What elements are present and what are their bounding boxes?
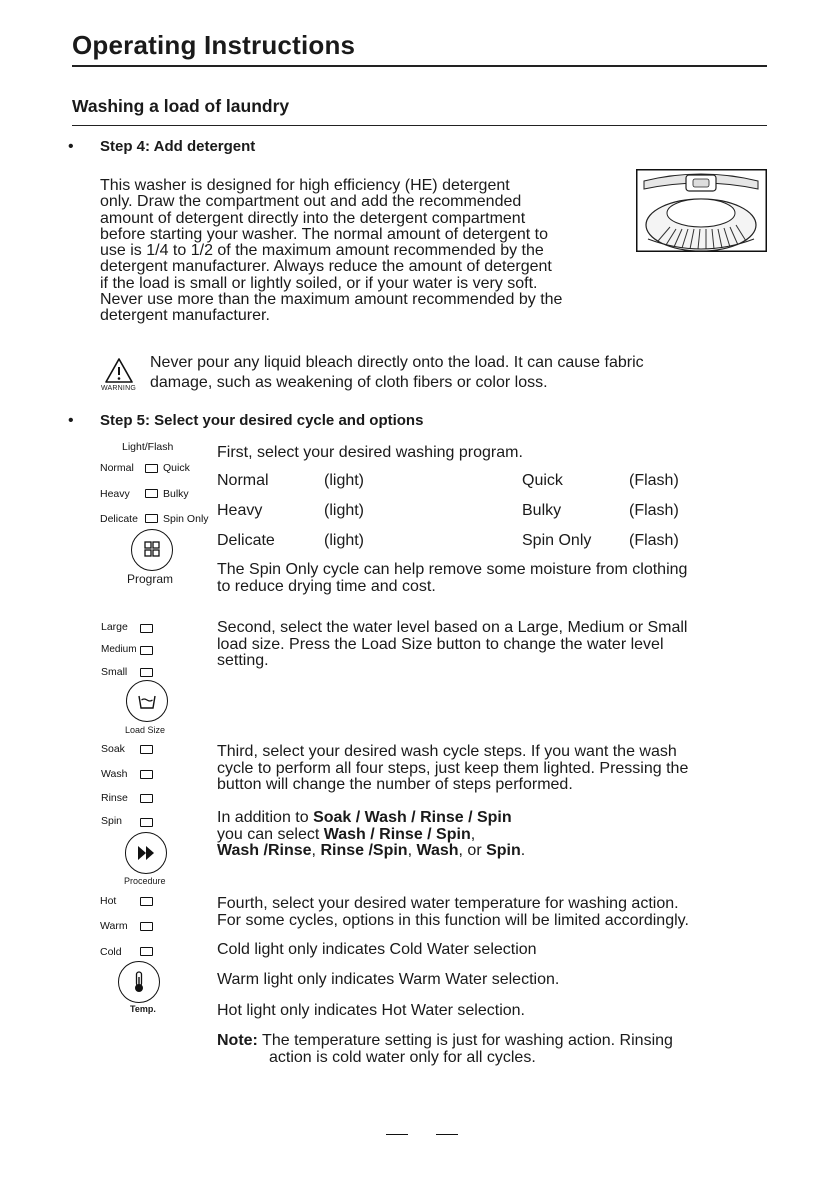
program-row-alt: Spin Only: [522, 532, 592, 549]
wash-led: [140, 770, 153, 779]
fast-forward-icon: [126, 833, 166, 873]
temperature-note: [217, 1033, 673, 1066]
procedure-line: Third, select your desired wash cycle steps. If you want the wash: [217, 743, 677, 760]
procedure-line: button will change the number of steps performed.: [217, 776, 573, 793]
rinse-led: [140, 794, 153, 803]
soak-led: [140, 745, 153, 754]
note-label: Note:: [217, 1032, 258, 1049]
option-wash: Wash: [416, 842, 459, 859]
step4-line: only. Draw the compartment out and add the recommended: [100, 193, 522, 211]
program-row-type: (light): [324, 502, 365, 519]
procedure-button[interactable]: [125, 832, 167, 874]
option-separator: ,: [407, 842, 417, 859]
water-basin-icon: [127, 681, 167, 721]
temp-button-caption: Temp.: [130, 1004, 156, 1014]
detergent-compartment-illustration: [636, 169, 767, 252]
thermometer-icon: [119, 962, 159, 1002]
cold-led: [140, 947, 153, 956]
procedure-options: [217, 810, 525, 860]
step4-paragraph: [100, 178, 562, 325]
page-number-mark: [386, 1134, 408, 1135]
wash-led-label: Wash: [101, 768, 128, 780]
load-size-line: Second, select the water level based on a Large, Medium or Small: [217, 619, 688, 636]
page-number-mark: [436, 1134, 458, 1135]
spin-only-note: [217, 562, 687, 595]
step5-title: Step 5: Select your desired cycle and options: [100, 412, 424, 429]
temperature-text: [217, 896, 689, 929]
medium-led: [140, 646, 153, 655]
select-bold: Wash / Rinse / Spin: [323, 825, 471, 843]
spin-only-led-label: Spin Only: [163, 513, 209, 525]
normal-quick-led: [145, 464, 158, 473]
warm-led-label: Warm: [100, 920, 128, 932]
program-row-alt-type: (Flash): [629, 532, 679, 549]
procedure-options-line-3: [217, 843, 525, 860]
warning-text: [150, 353, 644, 392]
step4-line: if the load is small or lightly soiled, or if your water is very soft.: [100, 274, 538, 292]
option-rinse-spin: Rinse /Spin: [320, 842, 408, 859]
procedure-line: cycle to perform all four steps, just keep them lighted. Pressing the: [217, 759, 689, 777]
delicate-spin-led: [145, 514, 158, 523]
small-led: [140, 668, 153, 677]
small-led-label: Small: [101, 666, 128, 678]
option-wash-rinse: Wash /Rinse: [217, 842, 312, 859]
step4-line: detergent manufacturer.: [100, 307, 270, 325]
program-row-alt: Bulky: [522, 502, 562, 519]
program-grid-icon: [132, 530, 172, 570]
spin-led-label: Spin: [101, 815, 123, 827]
step4-line: detergent manufacturer. Always reduce the amount of detergent: [100, 258, 552, 276]
option-spin: Spin: [486, 842, 521, 859]
page-title: Operating Instructions: [72, 30, 356, 60]
program-row-name: Delicate: [217, 532, 275, 549]
medium-led-label: Medium: [101, 644, 137, 655]
bullet-step4: •: [68, 138, 74, 155]
bullet-step5: •: [68, 412, 74, 429]
hot-indicator-text: Hot light only indicates Hot Water selection.: [217, 1002, 525, 1019]
option-end: .: [520, 842, 526, 859]
title-rule: [72, 65, 767, 67]
hot-led: [140, 897, 153, 906]
warning-label: WARNING: [101, 385, 136, 392]
load-size-line: load size. Press the Load Size button to change the water level: [217, 635, 664, 653]
step4-line: This washer is designed for high efficiency (HE) detergent: [100, 177, 510, 194]
step4-title: Step 4: Add detergent: [100, 138, 256, 155]
load-size-text: [217, 620, 687, 670]
step4-line: before starting your washer. The normal amount of detergent to: [100, 225, 548, 243]
program-row-alt-type: (Flash): [629, 502, 679, 519]
addition-prefix: In addition to: [217, 809, 314, 826]
warning-icon: [104, 357, 134, 385]
spin-only-note-line: to reduce drying time and cost.: [217, 577, 436, 595]
delicate-led-label: Delicate: [100, 513, 138, 525]
warm-led: [140, 922, 153, 931]
warning-line: damage, such as weakening of cloth fibers or color loss.: [150, 373, 548, 391]
hot-led-label: Hot: [100, 895, 117, 907]
step4-line: use is 1/4 to 1/2 of the maximum amount recommended by the: [100, 242, 544, 260]
temperature-note-line-1: [217, 1033, 673, 1050]
large-led-label: Large: [101, 621, 128, 633]
light-flash-header: Light/Flash: [122, 441, 174, 453]
procedure-text: [217, 744, 688, 794]
large-led: [140, 624, 153, 633]
section-title: Washing a load of laundry: [72, 96, 290, 116]
program-row-type: (light): [324, 532, 365, 549]
addition-bold: Soak / Wash / Rinse / Spin: [313, 809, 512, 826]
load-size-line: setting.: [217, 652, 269, 669]
temperature-line: Fourth, select your desired water temperature for washing action.: [217, 895, 679, 912]
heavy-led-label: Heavy: [100, 488, 130, 500]
quick-led-label: Quick: [163, 462, 190, 474]
procedure-options-line-1: [217, 810, 525, 827]
soak-led-label: Soak: [101, 743, 125, 755]
spin-only-note-line: The Spin Only cycle can help remove some moisture from clothing: [217, 561, 688, 578]
program-row-name: Normal: [217, 472, 269, 489]
program-row-alt: Quick: [522, 472, 563, 489]
program-row-alt-type: (Flash): [629, 472, 679, 489]
cold-indicator-text: Cold light only indicates Cold Water selection: [217, 941, 537, 958]
load-size-button[interactable]: [126, 680, 168, 722]
program-button[interactable]: [131, 529, 173, 571]
procedure-button-caption: Procedure: [124, 876, 166, 886]
program-intro: First, select your desired washing program.: [217, 444, 523, 461]
program-row-type: (light): [324, 472, 365, 489]
warning-line: Never pour any liquid bleach directly onto the load. It can cause fabric: [150, 354, 644, 371]
bulky-led-label: Bulky: [163, 488, 189, 500]
heavy-bulky-led: [145, 489, 158, 498]
program-button-caption: Program: [127, 572, 174, 586]
section-rule: [72, 125, 767, 126]
select-prefix: you can select: [217, 825, 324, 843]
procedure-options-line-2: [217, 827, 525, 844]
warm-indicator-text: Warm light only indicates Warm Water selection.: [217, 971, 560, 988]
select-suffix: ,: [470, 825, 476, 843]
load-size-button-caption: Load Size: [125, 725, 166, 735]
cold-led-label: Cold: [100, 946, 122, 958]
note-text: The temperature setting is just for washing action. Rinsing: [257, 1032, 673, 1049]
program-row-name: Heavy: [217, 502, 263, 519]
step4-line: amount of detergent directly into the detergent compartment: [100, 209, 526, 227]
rinse-led-label: Rinse: [101, 792, 128, 804]
option-separator: , or: [458, 842, 487, 859]
option-separator: ,: [311, 842, 321, 859]
temp-button[interactable]: [118, 961, 160, 1003]
normal-led-label: Normal: [100, 462, 134, 474]
spin-led: [140, 818, 153, 827]
temperature-note-line-2: action is cold water only for all cycles.: [269, 1048, 536, 1066]
temperature-line: For some cycles, options in this function will be limited accordingly.: [217, 911, 689, 929]
step4-line: Never use more than the maximum amount recommended by the: [100, 291, 563, 309]
